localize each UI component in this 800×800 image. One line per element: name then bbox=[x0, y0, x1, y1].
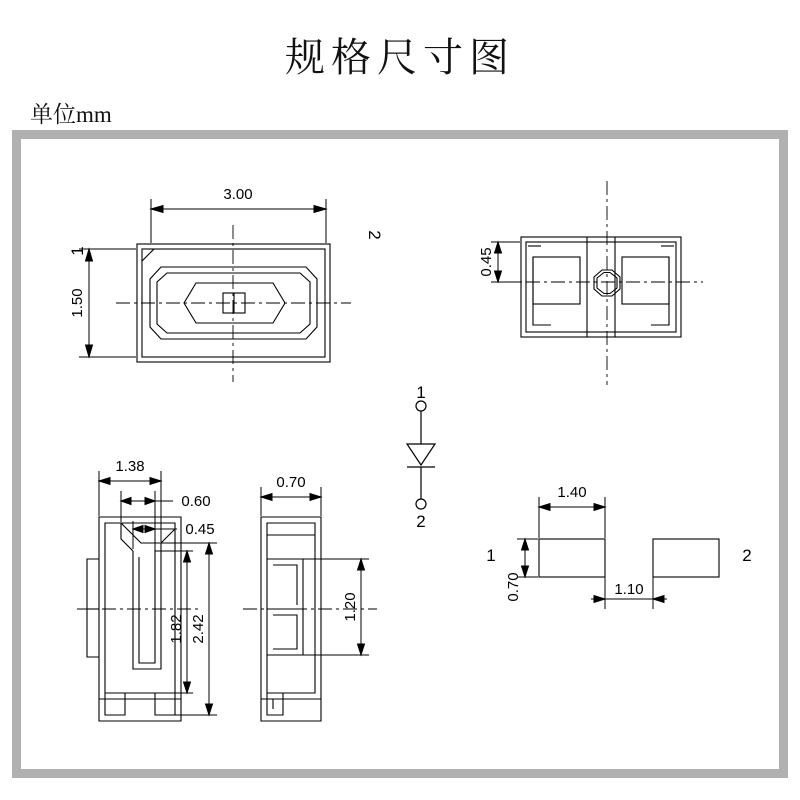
dim-label-2-42: 2.42 bbox=[190, 614, 207, 644]
dim-1-40 bbox=[539, 497, 605, 538]
drawing-canvas bbox=[21, 139, 779, 769]
drawing-frame bbox=[12, 130, 788, 778]
dim-label-0-70-side: 0.70 bbox=[276, 474, 306, 491]
pin-label-1-pad: 1 bbox=[486, 546, 496, 565]
view-side-right bbox=[261, 517, 321, 721]
view-side-left bbox=[87, 517, 181, 721]
dim-label-3-00: 3.00 bbox=[223, 186, 253, 203]
view-bottom bbox=[521, 237, 681, 337]
view-land-pattern bbox=[539, 539, 719, 577]
bottom-view-centerlines bbox=[501, 181, 703, 385]
dim-1-20 bbox=[303, 559, 369, 655]
pin-label-1-top: 1 bbox=[68, 246, 87, 256]
dim-label-0-60: 0.60 bbox=[181, 493, 211, 510]
pin-label-2-top: 2 bbox=[365, 230, 384, 240]
dim-3-00 bbox=[151, 199, 326, 243]
dim-0-70-side bbox=[261, 487, 321, 516]
pin-label-2-pad: 2 bbox=[742, 546, 752, 565]
dim-label-1-50: 1.50 bbox=[69, 288, 86, 318]
dim-label-1-40: 1.40 bbox=[557, 484, 587, 501]
mechanical-drawing-svg bbox=[21, 139, 779, 769]
dim-label-0-45-side: 0.45 bbox=[185, 521, 215, 538]
dim-label-0-45-bottom: 0.45 bbox=[478, 247, 495, 277]
page-title: 规格尺寸图 bbox=[285, 35, 515, 80]
dim-label-1-20: 1.20 bbox=[342, 592, 359, 622]
dim-0-45-bottom bbox=[491, 242, 520, 282]
dim-0-45-side bbox=[133, 521, 177, 549]
dim-label-1-38: 1.38 bbox=[115, 458, 145, 475]
dim-label-1-10: 1.10 bbox=[614, 581, 644, 598]
pin-label-1-symbol: 1 bbox=[416, 383, 426, 402]
dim-0-70-pad bbox=[517, 539, 538, 577]
schematic-diode-symbol bbox=[407, 401, 435, 509]
pin-label-2-symbol: 2 bbox=[416, 512, 426, 531]
dim-label-0-70-pad: 0.70 bbox=[505, 572, 522, 602]
unit-label: 单位mm bbox=[30, 102, 112, 127]
dim-label-1-82: 1.82 bbox=[168, 614, 185, 644]
